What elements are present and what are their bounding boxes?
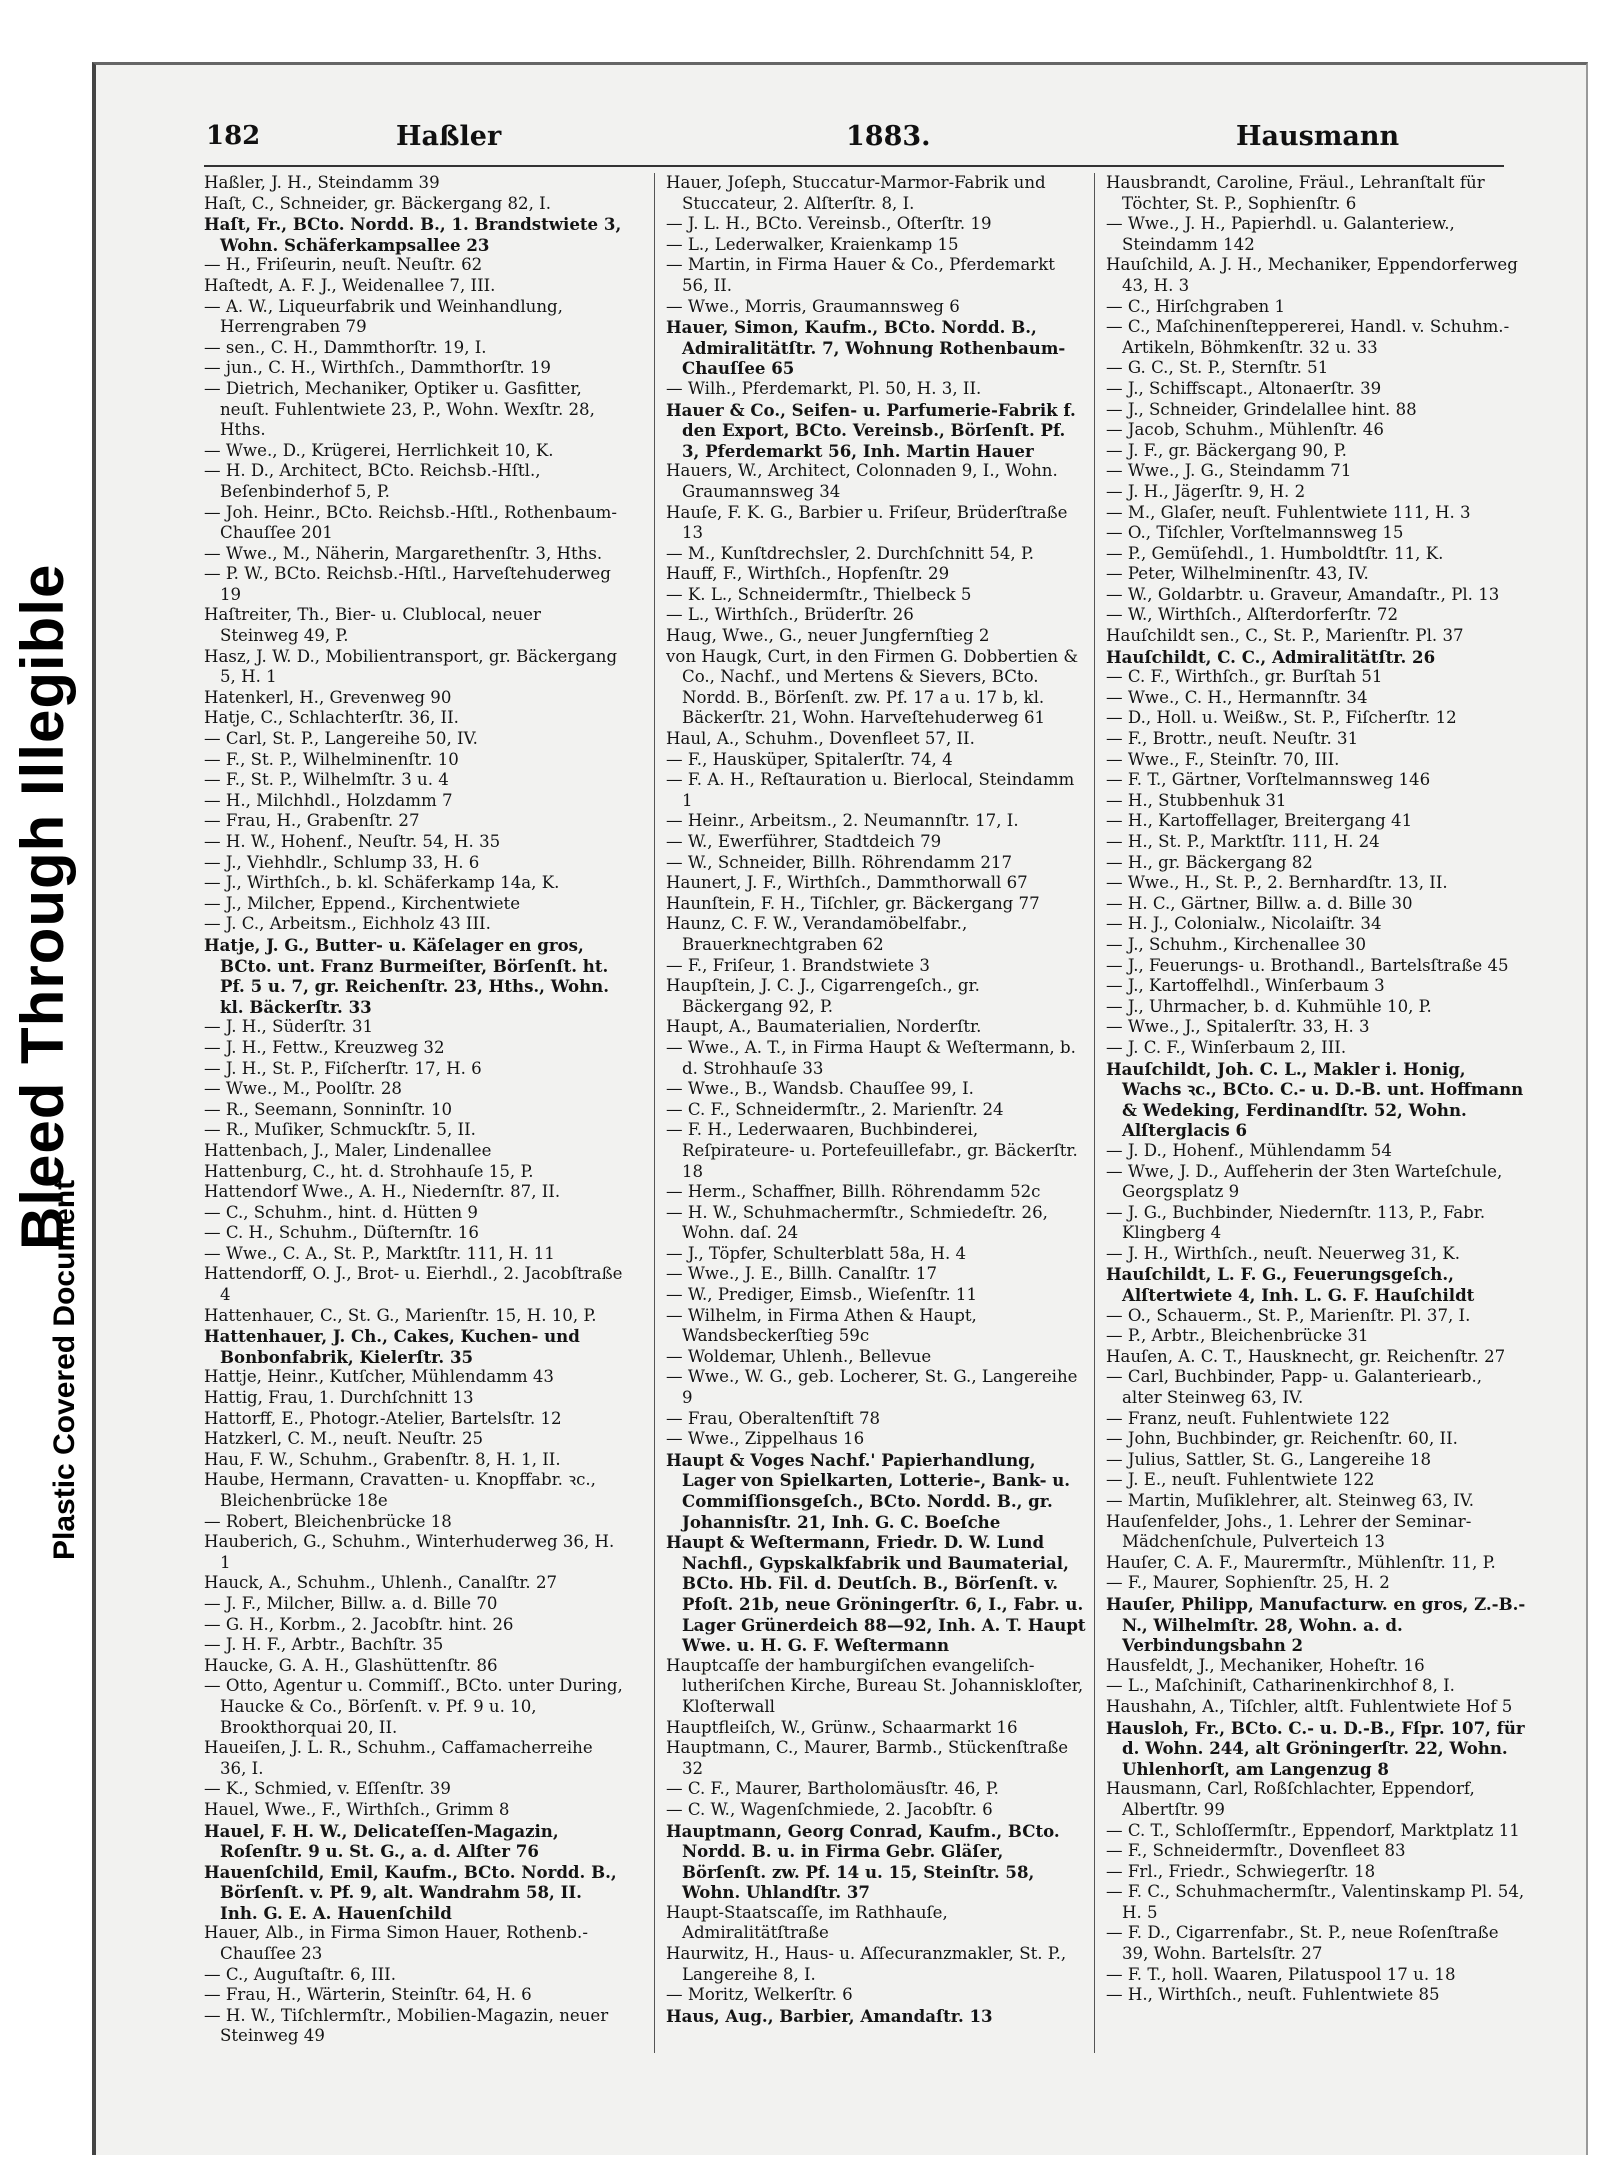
directory-entry: Haunſtein, F. H., Tiſchler, gr. Bäckergang 77 [666,893,1040,913]
directory-entry: — F., Hausküper, Spitalerſtr. 74, 4 [666,749,953,769]
directory-entry: Hauer, Simon, Kaufm., BCto. Nordd. B., Admiralitätſtr. 7, Wohnung Rothenbaum-Chauſſee 65 [666,317,1066,379]
page-number: 182 [206,121,261,151]
directory-entry: — Frl., Friedr., Schwiegerſtr. 18 [1106,1861,1376,1881]
directory-entry: — J., Kartoffelhdl., Winſerbaum 3 [1106,976,1385,996]
directory-entry: — H., Wirthſch., neuſt. Fuhlentwiete 85 [1106,1985,1440,2005]
directory-entry: — H. W., Schuhmachermſtr., Schmiedeſtr. 26, Wohn. daſ. 24 [666,1202,1048,1243]
directory-entry: Hasz, J. W. D., Mobilientransport, gr. Bäckergang 5, H. 1 [204,646,618,687]
directory-entry: Haupſtein, J. C. J., Cigarrengeſch., gr. Bäckergang 92, P. [666,976,980,1016]
directory-entry: — A. W., Liqueurfabrik und Weinhandlung, Herrengraben 79 [204,296,563,337]
directory-entry: — C., Maſchinenſteppererei, Handl. v. Schuhm.-Artikeln, Böhmkenſtr. 32 u. 33 [1106,317,1510,357]
directory-entry: — Carl, Buchbinder, Papp- u. Galanteriearb., alter Steinweg 63, IV. [1106,1367,1483,1408]
directory-entry: — H., Stubbenhuk 31 [1106,790,1287,810]
directory-entry: Haushahn, A., Tiſchler, altſt. Fuhlentwiete Hof 5 [1106,1696,1513,1716]
directory-entry: Hausloh, Fr., BCto. C.- u. D.-B., Fſpr. 107, für d. Wohn. 244, alt Gröningerſtr. 22, Wohn. Uhlenhorſt, am Langenzug 8 [1106,1717,1525,1779]
directory-entry: Hattendorf Wwe., A. H., Niedernſtr. 87, II. [204,1182,561,1202]
directory-entry: Hauptfleiſch, W., Grünw., Schaarmarkt 16 [666,1717,1018,1737]
directory-entry: — L., Wirthſch., Brüderſtr. 26 [666,605,914,625]
directory-entry: Haucke, G. A. H., Glashüttenſtr. 86 [204,1655,498,1675]
directory-entry: Haupt-Staatscaſſe, im Rathhauſe, Admiralitätſtraße [666,1902,948,1943]
directory-entry: — Wwe., M., Poolſtr. 28 [204,1079,402,1099]
directory-entry: — Peter, Wilhelminenſtr. 43, IV. [1106,564,1369,584]
directory-entry: — Wwe., H., St. P., 2. Bernhardſtr. 13, II. [1106,873,1448,893]
directory-entry: — K., Schmied, v. Eſſenſtr. 39 [204,1779,451,1799]
directory-entry: — Wwe., J. H., Papierhdl. u. Galanteriew., Steindamm 142 [1106,214,1455,254]
directory-entry: — F., Schneidermſtr., Dovenfleet 83 [1106,1841,1406,1861]
directory-entry: — H. C., Gärtner, Billw. a. d. Bille 30 [1106,893,1413,913]
directory-entry: — Wwe., Morris, Graumannsweg 6 [666,296,960,316]
directory-entry: — Robert, Bleichenbrücke 18 [204,1511,452,1531]
directory-entry: Hauers, W., Architect, Colonnaden 9, I., Wohn. Graumannsweg 34 [666,461,1058,501]
directory-entry: Hattorff, E., Photogr.-Atelier, Bartelsſtr. 12 [204,1408,562,1428]
directory-entry: — J., Schneider, Grindelallee hint. 88 [1106,399,1417,419]
directory-entry: — C., Hirſchgraben 1 [1106,296,1286,316]
directory-entry: Hauſchildt sen., C., St. P., Marienſtr. Pl. 37 [1106,626,1464,646]
directory-entry: — F., Brottr., neuſt. Neuſtr. 31 [1106,729,1359,749]
directory-entry: — J., Töpfer, Schulterblatt 58a, H. 4 [666,1243,967,1263]
directory-entry: — H., St. P., Marktſtr. 111, H. 24 [1106,832,1380,851]
directory-entry: Haupt, A., Baumaterialien, Norderſtr. [666,1017,982,1037]
directory-entry: Hauſchild, A. J. H., Mechaniker, Eppendorferweg 43, H. 3 [1106,255,1518,295]
page-header [96,121,1586,171]
directory-entry: — C., Auguſtaſtr. 6, III. [204,1964,396,1984]
directory-column-right [1106,173,1526,2006]
directory-entry: — M., Glaſer, neuſt. Fuhlentwiete 111, H. 3 [1106,502,1471,522]
directory-entry: — J. D., Hohenf., Mühlendamm 54 [1106,1140,1392,1160]
directory-entry: — Wwe., M., Näherin, Margarethenſtr. 3, Hths. [204,543,603,563]
directory-entry: — Wwe., W. G., geb. Locherer, St. G., Langereihe 9 [666,1367,1078,1408]
directory-entry: — J., Viehhdlr., Schlump 33, H. 6 [204,852,480,872]
plastic-covered-stamp: Plastic Covered Document [48,1179,81,1560]
directory-entry: Haunert, J. F., Wirthſch., Dammthorwall 67 [666,873,1028,893]
directory-entry: Hatenkerl, H., Grevenweg 90 [204,687,452,707]
directory-entry: — Wwe., J., Spitalerſtr. 33, H. 3 [1106,1017,1370,1037]
directory-entry: — O., Tiſchler, Vorſtelmannsweg 15 [1106,523,1404,543]
directory-entry: — J., Wirthſch., b. kl. Schäferkamp 14a, K. [204,873,560,893]
directory-entry: Haſtreiter, Th., Bier- u. Clublocal, neuer Steinweg 49, P. [204,605,541,646]
directory-entry: Hauſenfelder, Johs., 1. Lehrer der Seminar-Mädchenſchule, Pulverteich 13 [1106,1511,1472,1552]
directory-entry: — H., gr. Bäckergang 82 [1106,852,1313,872]
directory-entry: — P. W., BCto. Reichsb.-Hſtl., Harveſtehuderweg 19 [204,564,611,604]
directory-entry: — W., Schneider, Billh. Röhrendamm 217 [666,852,1013,872]
directory-entry: Hauſchildt, Joh. C. L., Makler i. Honig, Wachs ꝛc., BCto. C.- u. D.-B. unt. Hoffmann & Wedeking, Ferdinandſtr. 52, Wohn. Alſterglacis 6 [1106,1058,1524,1141]
directory-entry: — Martin, in Firma Hauer & Co., Pferdemarkt 56, II. [666,255,1055,295]
column-divider [654,173,655,2053]
directory-entry: — J. E., neuſt. Fuhlentwiete 122 [1106,1470,1375,1490]
directory-entry: — F., Friſeur, 1. Brandstwiete 3 [666,955,930,975]
directory-entry: — C. T., Schloſſermſtr., Eppendorf, Marktplatz 11 [1106,1820,1520,1840]
directory-entry: — H. D., Architect, BCto. Reichsb.-Hſtl., Beſenbinderhof 5, P. [204,461,541,501]
directory-entry: — F., Maurer, Sophienſtr. 25, H. 2 [1106,1573,1390,1593]
directory-entry: Hatje, J. G., Butter- u. Käſelager en gros, BCto. unt. Franz Burmeiſter, Börſenſt. ht. Pf. 5 u. 7, gr. Reichenſtr. 23, Hths., Wohn. kl. Bäckerſtr. 33 [204,934,609,1017]
directory-entry: — Franz, neuſt. Fuhlentwiete 122 [1106,1408,1390,1428]
directory-entry: — C. F., Wirthſch., gr. Burſtah 51 [1106,667,1383,687]
directory-column-left [204,173,624,2047]
directory-entry: — J., Schuhm., Kirchenallee 30 [1106,934,1366,954]
directory-entry: — Heinr., Arbeitsm., 2. Neumannſtr. 17, I. [666,811,1019,831]
directory-entry: — Frau, Oberaltenſtift 78 [666,1408,881,1428]
directory-entry: Hauſen, A. C. T., Hausknecht, gr. Reichenſtr. 27 [1106,1346,1506,1366]
directory-entry: — H. W., Tiſchlermſtr., Mobilien-Magazin, neuer Steinweg 49 [204,2005,609,2046]
directory-entry: Hauſe, F. K. G., Barbier u. Friſeur, Brüderſtraße 13 [666,502,1068,543]
directory-entry: Hauer, Alb., in Firma Simon Hauer, Rothenb.-Chauſſee 23 [204,1923,588,1964]
directory-entry: — Wwe., C. A., St. P., Marktſtr. 111, H. 11 [204,1243,555,1263]
directory-entry: Hauel, Wwe., F., Wirthſch., Grimm 8 [204,1799,510,1819]
directory-entry: — F., St. P., Wilhelmſtr. 3 u. 4 [204,770,449,790]
directory-entry: — L., Lederwalker, Kraienkamp 15 [666,234,959,254]
directory-entry: — J., Schiffscapt., Altonaerſtr. 39 [1106,378,1382,398]
directory-entry: — F. C., Schuhmachermſtr., Valentinskamp Pl. 54, H. 5 [1106,1882,1525,1922]
directory-entry: — M., Kunſtdrechsler, 2. Durchſchnitt 54, P. [666,543,1035,563]
header-rule [204,165,1504,167]
directory-entry: Hauer & Co., Seifen- u. Parfumerie-Fabrik f. den Export, BCto. Vereinsb., Börſenſt. Pf. 3, Pferdemarkt 56, Inh. Martin Hauer [666,399,1076,461]
directory-entry: Haßler, J. H., Steindamm 39 [204,173,440,192]
directory-entry: Hattenburg, C., ht. d. Strohhauſe 15, P. [204,1161,534,1181]
directory-entry: — sen., C. H., Dammthorſtr. 19, I. [204,337,487,357]
bleed-through-stamp: Bleed Through Illegible [9,563,76,1250]
directory-entry: Hauſchildt, C. C., Admiralitätſtr. 26 [1106,646,1436,667]
directory-entry: — Frau, H., Grabenſtr. 27 [204,811,420,831]
directory-entry: — Julius, Sattler, St. G., Langereihe 18 [1106,1449,1432,1469]
directory-entry: Hattendorff, O. J., Brot- u. Eierhdl., 2. Jacobſtraße 4 [204,1264,623,1305]
directory-entry: Hatje, C., Schlachterſtr. 36, II. [204,708,459,728]
directory-entry: — Wwe., Zippelhaus 16 [666,1429,865,1449]
directory-entry: — F., St. P., Wilhelminenſtr. 10 [204,749,459,769]
directory-entry: Hau, F. W., Schuhm., Grabenſtr. 8, H. 1, II. [204,1449,561,1469]
directory-entry: — J. L. H., BCto. Vereinsb., Oſterſtr. 19 [666,214,992,234]
directory-entry: — C. H., Schuhm., Düſternſtr. 16 [204,1223,479,1243]
directory-entry: — H., Friſeurin, neuſt. Neuſtr. 62 [204,255,483,275]
directory-entry: — R., Muſiker, Schmuckſtr. 5, II. [204,1120,476,1140]
directory-entry: Haſt, C., Schneider, gr. Bäckergang 82, I. [204,193,551,213]
directory-entry: Hauſer, C. A. F., Maurermſtr., Mühlenſtr. 11, P. [1106,1552,1496,1572]
directory-entry: — Wwe., C. H., Hermannſtr. 34 [1106,687,1368,707]
directory-entry: — D., Holl. u. Weißw., St. P., Fiſcherſtr. 12 [1106,708,1457,728]
directory-entry: Haus, Aug., Barbier, Amandaſtr. 13 [666,2005,993,2026]
directory-entry: — Wwe., A. T., in Firma Haupt & Weſtermann, b. d. Strohhauſe 33 [666,1037,1076,1078]
directory-entry: — G. H., Korbm., 2. Jacobſtr. hint. 26 [204,1614,514,1634]
directory-entry: — H., Milchhdl., Holzdamm 7 [204,790,453,810]
directory-entry: Hattje, Heinr., Kutſcher, Mühlendamm 43 [204,1367,554,1387]
directory-entry: Hauſchildt, L. F. G., Feuerungsgeſch., Alſtertwiete 4, Inh. L. G. F. Hauſchildt [1106,1264,1475,1306]
directory-entry: — P., Arbtr., Bleichenbrücke 31 [1106,1326,1369,1346]
directory-entry: Haſt, Fr., BCto. Nordd. B., 1. Brandstwiete 3, Wohn. Schäferkampsallee 23 [204,214,622,255]
directory-entry: — C., Schuhm., hint. d. Hütten 9 [204,1202,478,1222]
directory-entry: — F. A. H., Reſtauration u. Bierlocal, Steindamm 1 [666,770,1075,810]
directory-entry: — J. C., Arbeitsm., Eichholz 43 III. [204,914,491,934]
directory-entry: — John, Buchbinder, gr. Reichenſtr. 60, II. [1106,1429,1458,1449]
directory-entry: Hattenhauer, J. Ch., Cakes, Kuchen- und Bonbonfabrik, Kielerſtr. 35 [204,1326,580,1367]
directory-entry: Hattenbach, J., Maler, Lindenallee [204,1140,492,1160]
directory-entry: — W., Ewerführer, Stadtdeich 79 [666,832,942,851]
left-running-head: Haßler [396,121,502,152]
directory-entry: — J. F., gr. Bäckergang 90, P. [1106,440,1347,460]
directory-entry: — jun., C. H., Wirthſch., Dammthorſtr. 19 [204,358,551,378]
directory-entry: Hauptcaſſe der hamburgiſchen evangeliſch-lutheriſchen Kirche, Bureau St. Johanniskloſter, Kloſterwall [666,1655,1084,1716]
directory-entry: — Wwe., B., Wandsb. Chauſſee 99, I. [666,1079,974,1099]
directory-entry: Hauer, Joſeph, Stuccatur-Marmor-Fabrik und Stuccateur, 2. Alſterſtr. 8, I. [666,173,1046,213]
directory-entry: — H. J., Colonialw., Nicolaiſtr. 34 [1106,914,1382,934]
directory-entry: — Frau, H., Wärterin, Steinſtr. 64, H. 6 [204,1985,532,2005]
directory-entry: — W., Prediger, Eimsb., Wieſenſtr. 11 [666,1285,978,1305]
directory-entry: — J. F., Milcher, Billw. a. d. Bille 70 [204,1593,498,1613]
directory-entry: — P., Gemüſehdl., 1. Humboldtſtr. 11, K. [1106,543,1444,563]
directory-entry: Hatzkerl, C. M., neuſt. Neuſtr. 25 [204,1429,484,1449]
directory-entry: Haſtedt, A. F. J., Weidenallee 7, III. [204,275,496,295]
directory-entry: — J. H., Jägerſtr. 9, H. 2 [1106,481,1306,501]
directory-entry: — Wwe., D., Krügerei, Herrlichkeit 10, K. [204,440,554,460]
directory-entry: Haupt & Weſtermann, Friedr. D. W. Lund Nachfl., Gypskalkfabrik und Baumaterial, BCto. Hb. Fil. d. Deutſch. B., Börſenſt. v. Pfoſt. 21b, neue Gröningerſtr. 6, I., Fabr. u. Lager Grünerdeich 88—92, Inh. A. T. Haupt Wwe. u. H. G. F. Weſtermann [666,1532,1086,1656]
directory-entry: — Wwe., J. E., Billh. Canalſtr. 17 [666,1264,938,1284]
directory-entry: Hauenſchild, Emil, Kaufm., BCto. Nordd. B., Börſenſt. v. Pf. 9, alt. Wandrahm 58, II. Inh. G. E. A. Hauenſchild [204,1861,617,1923]
directory-entry: Haupt & Voges Nachf.' Papierhandlung, Lager von Spielkarten, Lotterie-, Bank- u. Commiſſionsgeſch., BCto. Nordd. B., gr. Johannisſtr. 21, Inh. G. C. Boeſche [666,1449,1071,1532]
directory-entry: — Wwe., F., Steinſtr. 70, III. [1106,749,1340,769]
directory-entry: — J. H., Wirthſch., neuſt. Neuerweg 31, K. [1106,1243,1460,1263]
right-running-head: Hausmann [1236,121,1400,152]
directory-entry: — O., Schauerm., St. P., Marienſtr. Pl. 37, I. [1106,1305,1471,1325]
directory-entry: — F. T., Gärtner, Vorſtelmannsweg 146 [1106,770,1431,790]
directory-entry: — W., Wirthſch., Alſterdorferſtr. 72 [1106,605,1399,625]
directory-entry: — J. G., Buchbinder, Niedernſtr. 113, P., Fabr. Klingberg 4 [1106,1202,1486,1243]
directory-entry: Hausfeldt, J., Mechaniker, Hoheſtr. 16 [1106,1655,1425,1675]
directory-entry: Haunz, C. F. W., Verandamöbelfabr., Brauerknechtgraben 62 [666,914,968,954]
directory-entry: — J., Uhrmacher, b. d. Kuhmühle 10, P. [1106,996,1432,1016]
directory-entry: — F. H., Lederwaaren, Buchbinderei, Reſpirateure- u. Portefeuillefabr., gr. Bäckerſtr. 18 [666,1120,1078,1181]
directory-entry: Hauptmann, Georg Conrad, Kaufm., BCto. Nordd. B. u. in Firma Gebr. Gläſer, Börſenſt. zw. Pf. 14 u. 15, Steinſtr. 58, Wohn. Uhlandſtr. 37 [666,1820,1060,1903]
directory-entry: — C. F., Maurer, Bartholomäusſtr. 46, P. [666,1779,999,1799]
column-divider [1094,173,1095,2053]
directory-entry: — F. D., Cigarrenfabr., St. P., neue Roſenſtraße 39, Wohn. Bartelsſtr. 27 [1106,1923,1499,1964]
directory-entry: — K. L., Schneidermſtr., Thielbeck 5 [666,584,972,604]
directory-entry: — Wwe., J. G., Steindamm 71 [1106,461,1352,481]
directory-entry: — Wilhelm, in Firma Athen & Haupt, Wandsbeckerſtieg 59c [666,1305,977,1346]
directory-entry: — J. C. F., Winſerbaum 2, III. [1106,1037,1347,1057]
directory-entry: Hauſer, Philipp, Manufacturw. en gros, Z.-B.-N., Wilhelmſtr. 28, Wohn. a. d. Verbindungsbahn 2 [1106,1593,1526,1656]
directory-page [92,62,1588,2155]
directory-entry: — J. H., Fettw., Kreuzweg 32 [204,1037,445,1057]
directory-entry: — W., Goldarbtr. u. Graveur, Amandaſtr., Pl. 13 [1106,584,1500,604]
directory-entry: Hauberich, G., Schuhm., Winterhuderweg 36, H. 1 [204,1532,615,1572]
directory-entry: — H., Kartoffellager, Breitergang 41 [1106,811,1413,831]
directory-entry: Hauptmann, C., Maurer, Barmb., Stückenſtraße 32 [666,1738,1069,1778]
directory-entry: — J. H., St. P., Fiſcherſtr. 17, H. 6 [204,1058,482,1078]
directory-entry: — G. C., St. P., Sternſtr. 51 [1106,358,1329,378]
directory-entry: — J., Feuerungs- u. Brothandl., Bartelsſtraße 45 [1106,955,1509,975]
directory-entry: — J. H. F., Arbtr., Bachſtr. 35 [204,1635,444,1655]
directory-entry: Hauck, A., Schuhm., Uhlenh., Canalſtr. 27 [204,1573,558,1593]
directory-entry: Hattenhauer, C., St. G., Marienſtr. 15, H. 10, P. [204,1305,597,1325]
directory-entry: — Wilh., Pferdemarkt, Pl. 50, H. 3, II. [666,378,982,398]
directory-entry: — R., Seemann, Sonninſtr. 10 [204,1099,453,1119]
directory-entry: — Herm., Schaffner, Billh. Röhrendamm 52c [666,1182,1041,1202]
directory-entry: Haube, Hermann, Cravatten- u. Knopffabr. ꝛc., Bleichenbrücke 18e [204,1470,596,1510]
directory-entry: — L., Maſchiniſt, Catharinenkirchhof 8, I. [1106,1676,1455,1696]
directory-entry: — Wwe, J. D., Aufſeherin der 3ten Warteſchule, Georgsplatz 9 [1106,1161,1503,1202]
directory-entry: Hauel, F. H. W., Delicateſſen-Magazin, Roſenſtr. 9 u. St. G., a. d. Alſter 76 [204,1820,559,1862]
directory-entry: Hausbrandt, Caroline, Fräul., Lehranſtalt für Töchter, St. P., Sophienſtr. 6 [1106,173,1485,213]
directory-entry: — Carl, St. P., Langereihe 50, IV. [204,729,478,749]
year-heading: 1883. [846,121,931,152]
directory-entry: — Martin, Muſiklehrer, alt. Steinweg 63, IV. [1106,1491,1475,1510]
directory-entry: von Haugk, Curt, in den Firmen G. Dobbertien & Co., Nachf., und Mertens & Sievers, BCto. Nordd. B., Börſenſt. zw. Pf. 17 a u. 17 b, kl. Bäckerſtr. 21, Wohn. Harveſtehuderweg 61 [666,646,1079,728]
directory-entry: — C. W., Wagenſchmiede, 2. Jacobſtr. 6 [666,1799,993,1819]
directory-column-middle [666,173,1086,2026]
directory-entry: — Dietrich, Mechaniker, Optiker u. Gasfitter, neuſt. Fuhlentwiete 23, P., Wohn. Wexſtr. 28, Hths. [204,378,595,440]
directory-entry: — Woldemar, Uhlenh., Bellevue [666,1346,932,1366]
directory-entry: — J., Milcher, Eppend., Kirchentwiete [204,893,521,913]
directory-entry: — Jacob, Schuhm., Mühlenſtr. 46 [1106,420,1384,440]
directory-entry: Hauff, F., Wirthſch., Hopfenſtr. 29 [666,564,950,584]
directory-entry: — J. H., Süderſtr. 31 [204,1017,374,1037]
directory-entry: — Otto, Agentur u. Commiſſ., BCto. unter During, Haucke & Co., Börſenſt. v. Pf. 9 u. 10, Brookthorquai 20, II. [204,1676,623,1737]
directory-entry: Hattig, Frau, 1. Durchſchnitt 13 [204,1388,474,1408]
directory-entry: — Joh. Heinr., BCto. Reichsb.-Hſtl., Rothenbaum-Chauſſee 201 [204,502,618,543]
directory-entry: Haurwitz, H., Haus- u. Aſſecuranzmakler, St. P., Langereihe 8, I. [666,1944,1067,1984]
directory-entry: — Moritz, Welkerſtr. 6 [666,1985,853,2005]
directory-entry: — C. F., Schneidermſtr., 2. Marienſtr. 24 [666,1099,1004,1119]
directory-entry: — H. W., Hohenf., Neuſtr. 54, H. 35 [204,832,501,851]
directory-entry: Haug, Wwe., G., neuer Jungfernſtieg 2 [666,626,990,646]
directory-entry: — F. T., holl. Waaren, Pilatuspool 17 u. 18 [1106,1964,1456,1984]
directory-entry: Hausmann, Carl, Roßſchlachter, Eppendorf, Albertſtr. 99 [1106,1779,1475,1819]
directory-entry: Haul, A., Schuhm., Dovenfleet 57, II. [666,729,975,749]
directory-entry: Haueiſen, J. L. R., Schuhm., Caffamacherreihe 36, I. [204,1738,593,1778]
